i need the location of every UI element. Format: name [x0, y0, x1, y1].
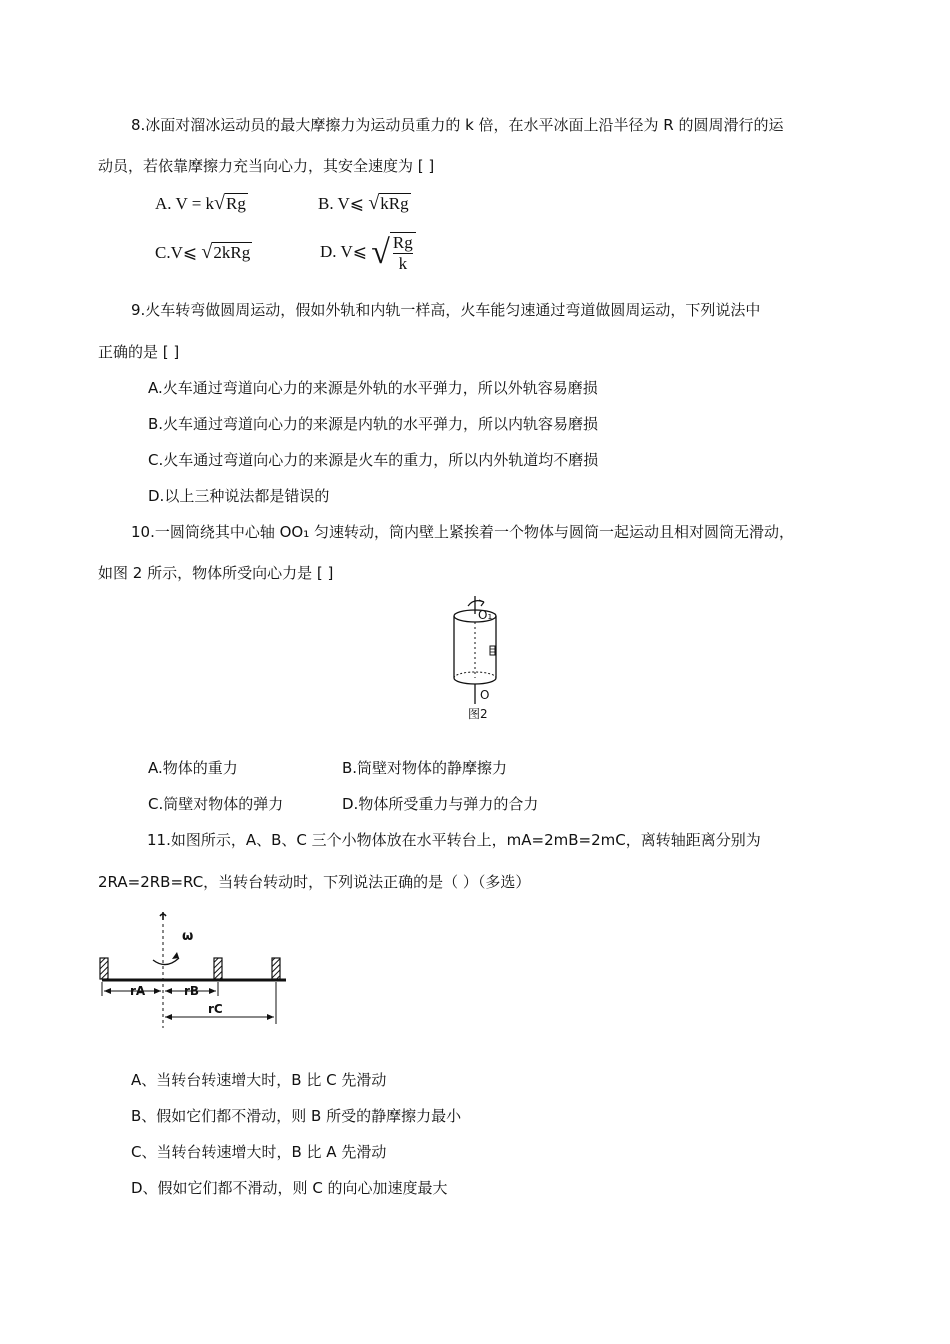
- q10-option-c: C.筒壁对物体的弹力: [148, 795, 284, 813]
- block-c: [272, 958, 280, 979]
- q8-option-a: [155, 193, 248, 214]
- q8-option-a-prefix: A. V = k: [155, 194, 215, 213]
- q9-stem-line1: 9.火车转弯做圆周运动，假如外轨和内轨一样高，火车能匀速通过弯道做圆周运动，下列说法中: [131, 301, 761, 319]
- q11-option-a: A、当转台转速增大时，B 比 C 先滑动: [131, 1071, 387, 1089]
- radical-icon: √: [371, 234, 390, 272]
- q10-option-d: D.物体所受重力与弹力的合力: [342, 795, 539, 813]
- omega-label: ω: [182, 929, 194, 944]
- q11-option-d: D、假如它们都不滑动，则 C 的向心加速度最大: [131, 1179, 448, 1197]
- q9-option-a: A.火车通过弯道向心力的来源是外轨的水平弹力，所以外轨容易磨损: [148, 379, 598, 397]
- q11-option-b: B、假如它们都不滑动，则 B 所受的静摩擦力最小: [131, 1107, 462, 1125]
- q8-option-b: [318, 193, 411, 214]
- q8-stem-line1: 8.冰面对溜冰运动员的最大摩擦力为运动员重力的 k 倍，在水平冰面上沿半径为 R 的圆周滑行的运: [131, 116, 784, 134]
- rb-label: rB: [184, 984, 200, 998]
- radical-icon: √2kRg: [201, 241, 251, 263]
- turntable-diagram: [96, 910, 296, 1032]
- fig-label-o1: O₁: [478, 608, 493, 622]
- radical-icon: √Rg: [214, 192, 246, 214]
- q11-stem-line1: 11.如图所示，A、B、C 三个小物体放在水平转台上，mA=2mB=2mC，离转轴距离分别为: [147, 831, 761, 849]
- q8-option-d-denominator: k: [398, 254, 408, 274]
- turntable-figure: [96, 910, 296, 1032]
- q8-option-c-radicand: 2kRg: [213, 243, 251, 262]
- q8-option-b-radicand: kRg: [380, 194, 409, 213]
- q8-option-d: [320, 228, 416, 277]
- radical-icon: √kRg: [368, 192, 409, 214]
- q8-option-d-fraction: [390, 232, 416, 274]
- fig-caption: 图2: [468, 707, 488, 721]
- fig-label-o: O: [480, 688, 490, 702]
- q8-option-a-radicand: Rg: [226, 194, 246, 213]
- cylinder-figure: [440, 594, 520, 726]
- rc-label: rC: [208, 1002, 223, 1016]
- q10-option-b: B.筒壁对物体的静摩擦力: [342, 759, 508, 777]
- q9-option-d: D.以上三种说法都是错误的: [148, 487, 330, 505]
- q11-option-c: C、当转台转速增大时，B 比 A 先滑动: [131, 1143, 387, 1161]
- object-block: [490, 646, 495, 655]
- q10-stem-line2: 如图 2 所示，物体所受向心力是 [ ]: [98, 564, 334, 582]
- q11-stem-line2: 2RA=2RB=RC，当转台转动时，下列说法正确的是（ ）（多选）: [98, 873, 531, 891]
- q8-option-d-prefix: D. V⩽: [320, 242, 367, 261]
- block-a: [100, 958, 108, 979]
- q9-stem-line2: 正确的是 [ ]: [98, 343, 180, 361]
- block-b: [214, 958, 222, 979]
- q10-option-a: A.物体的重力: [148, 759, 238, 777]
- rotation-arc-icon: [153, 958, 179, 965]
- q8-option-b-prefix: B. V⩽: [318, 194, 365, 213]
- q8-stem-line2: 动员，若依靠摩擦力充当向心力，其安全速度为 [ ]: [98, 157, 435, 175]
- ra-label: rA: [130, 984, 146, 998]
- q9-option-b: B.火车通过弯道向心力的来源是内轨的水平弹力，所以内轨容易磨损: [148, 415, 599, 433]
- q8-option-c: [155, 242, 252, 263]
- cylinder-bottom-ellipse: [454, 678, 496, 684]
- q8-option-c-prefix: C.V⩽: [155, 243, 198, 262]
- q10-stem-line1: 10.一圆筒绕其中心轴 OO₁ 匀速转动，筒内壁上紧挨着一个物体与圆筒一起运动且相对圆筒无滑动，: [131, 523, 795, 541]
- q8-option-d-numerator: Rg: [392, 233, 413, 253]
- q9-option-c: C.火车通过弯道向心力的来源是火车的重力，所以内外轨道均不磨损: [148, 451, 599, 469]
